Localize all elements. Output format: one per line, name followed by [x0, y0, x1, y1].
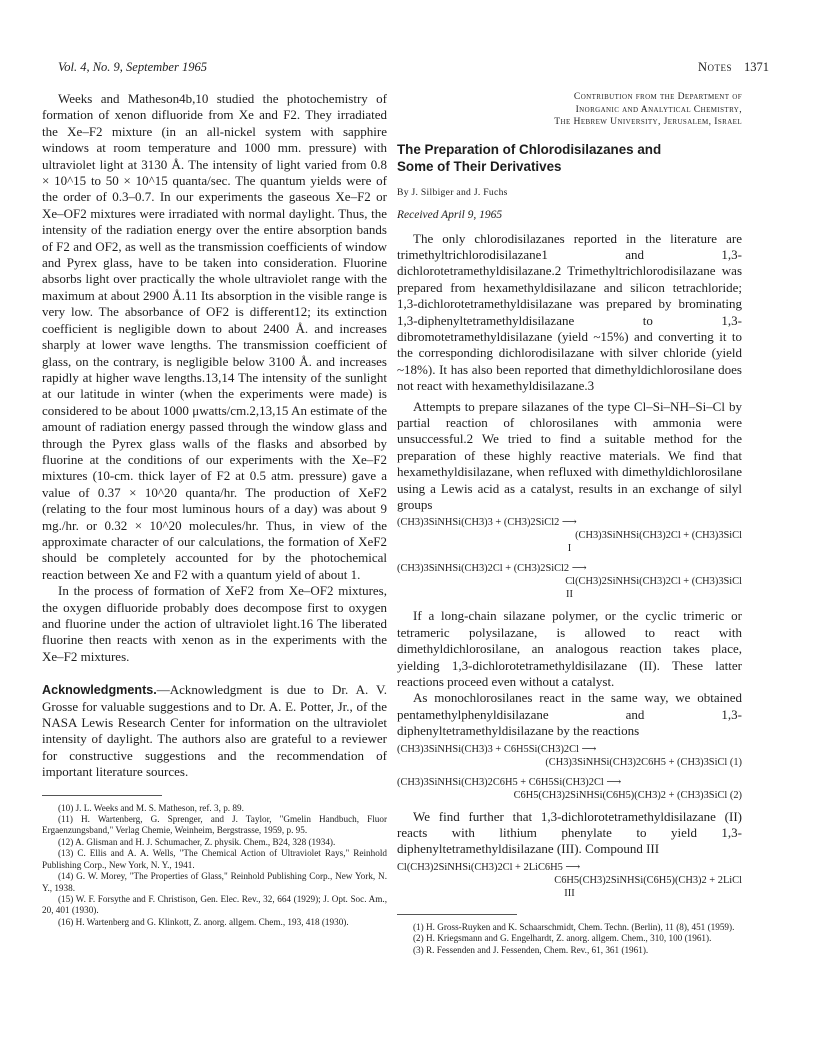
equation-line: (CH3)3SiNHSi(CH3)2C6H5 + C6H5Si(CH3)2Cl ⟶ [397, 776, 622, 788]
equation-line: C6H5(CH3)2SiNHSi(C6H5)(CH3)2 + (CH3)3SiCl (2) [513, 789, 742, 801]
acknowledgments-text: —Acknowledgment is due to Dr. A. V. Grosse for valuable suggestions and to Dr. A. E. Potter, Jr., of the NASA Lewis Research Center for information on the ultraviolet intensity of daylight. The authors also are grateful to a reviewer for constructive suggestions and the recommendation of important literature sources. [42, 682, 387, 780]
equation-line: (CH3)3SiNHSi(CH3)3 + C6H5Si(CH3)2Cl ⟶ [397, 743, 597, 755]
reaction-equation-5 [397, 861, 742, 900]
footnote: (11) H. Wartenberg, G. Sprenger, and J. Taylor, "Gmelin Handbuch, Fluor Ergaenzungsband," Verlag Chemie, Weinheim, Bergstrasse, 1959, p. 95. [42, 814, 387, 836]
received-date: Received April 9, 1965 [397, 208, 503, 221]
author-byline: By J. Silbiger and J. Fuchs [397, 186, 508, 198]
footnote: (14) G. W. Morey, "The Properties of Glass," Reinhold Publishing Corp., New York, N. Y., 1938. [42, 871, 387, 893]
contribution-line: Contribution from the Department of [573, 91, 742, 102]
equation-line: (CH3)3SiNHSi(CH3)2C6H5 + (CH3)3SiCl (1) [545, 756, 742, 768]
acknowledgments-paragraph [42, 682, 387, 780]
contribution-line: The Hebrew University, Jerusalem, Israel [554, 116, 742, 127]
contribution-affiliation [397, 91, 742, 129]
footnote: (13) C. Ellis and A. A. Wells, "The Chemical Action of Ultraviolet Rays," Reinhold Publishing Corp., New York, N. Y., 1941. [42, 848, 387, 870]
equation-line: (CH3)3SiNHSi(CH3)2Cl + (CH3)2SiCl2 ⟶ [397, 563, 587, 575]
page-number: 1371 [744, 60, 769, 74]
footnotes-left [42, 803, 387, 928]
reaction-equation-1 [397, 516, 742, 555]
footnote: (16) H. Wartenberg and G. Klinkott, Z. anorg. allgem. Chem., 193, 418 (1930). [58, 916, 349, 927]
body-paragraph: As monochlorosilanes react in the same way, we obtained pentamethylphenyldisilazane and 1,3-diphenyltetramethyldisilazane by the reactions [397, 690, 742, 739]
body-paragraph: Attempts to prepare silazanes of the type Cl–Si–NH–Si–Cl by partial reaction of chlorosilanes with ammonia were unsuccessful.2 We tried to find a suitable method for the preparation of these highly reactive materials. We find that hexamethyldisilazane, when refluxed with dimethyldichlorosilane using a Lewis acid as a catalyst, results in an exchange of silyl groups [397, 398, 742, 512]
equation-line: (CH3)3SiNHSi(CH3)3 + (CH3)2SiCl2 ⟶ [397, 517, 577, 529]
article-title-line: The Preparation of Chlorodisilazanes and [397, 141, 662, 157]
body-paragraph: We find further that 1,3-dichlorotetramethyldisilazane (II) reacts with lithium phenylate to yield 1,3-diphenyltetramethyldisilazane (III). Compound III [397, 808, 742, 857]
footnote: (1) H. Gross-Ruyken and K. Schaarschmidt, Chem. Techn. (Berlin), 11 (8), 451 (1959). [413, 921, 735, 932]
footnote: (3) R. Fessenden and J. Fessenden, Chem. Rev., 61, 361 (1961). [413, 944, 649, 955]
article-title-line: Some of Their Derivatives [397, 158, 562, 174]
footnote-divider [397, 914, 517, 915]
reaction-equation-3 [397, 743, 742, 769]
body-paragraph: The only chlorodisilazanes reported in the literature are trimethyltrichlorodisilazane1 and 1,3-dichlorotetramethyldisilazane.2 Trimethyltrichlorodisilazane was prepared from hexamethyldisilazane and silicon tetrachloride; 1,3-dichlorotetramethyldisilazane was prepared by brominating 1,3-diphenyltetramethyldisilazane to 1,3-dibromotetramethyldisilazane (yield ~15%) and converting it to the corresponding dichlorodisilazane with silver chloride (yield ~18%). It has also been reported that dimethyldichlorosilane does not react with hexamethyldisilazane.3 [397, 230, 742, 394]
footnotes-right [397, 922, 742, 956]
compound-label: II [566, 589, 573, 601]
reaction-equation-4 [397, 776, 742, 802]
journal-volume-header: Vol. 4, No. 9, September 1965 [58, 60, 207, 74]
compound-label: I [567, 543, 572, 555]
equation-line: Cl(CH3)2SiNHSi(CH3)2Cl + (CH3)3SiCl [565, 576, 742, 588]
body-paragraph: Weeks and Matheson4b,10 studied the photochemistry of formation of xenon difluoride from Xe and F2. They irradiated the Xe–F2 mixture (in an all-nickel system with sapphire windows at room temperature and 1000 mm. pressure) with ultraviolet light at 3130 Å. The intensity of light varied from 0.8 × 10^15 to 50 × 10^15 quanta/sec. The quantum yields were of the order of 0.3–0.7. In our experiments the gaseous Xe–F2 or Xe–OF2 mixtures were irradiated with normal daylight. Thus, the intensity of the radiation energy over the entire absorption bands of F2 and OF2, as well as the transmission coefficients of window and Pyrex glass, have to be taken into consideration. Fluorine absorbs light over practically the whole ultraviolet range with the maximum at about 2900 Å.11 Its absorption in the visible range is very low. The absorbance of OF2 is different12; its extinction coefficient is negligible down to about 2400 Å. and increases sharply at lower wave lengths. The transmission coefficient of glass, on the contrary, is negligible below 3100 Å. and increases rapidly at higher wave lengths.13,14 The intensity of the sunlight at our latitude in winter (when the experiments were made) is considered to be about 1000 μwatts/cm.2,13,15 An estimate of the amount of radiation energy passed through the window glass and through the Pyrex glass walls of the flasks and absorbed by fluorine at the conditions of our experiments with the Xe–F2 mixtures (10-cm. thick layer of F2 at 0.5 atm. pressure) gave a value of 0.37 × 10^20 quanta/hr. The production of XeF2 (relating to the four most luminous hours of a day) was about 9 mg./hr. or 0.32 × 10^20 molecules/hr. Thus, in view of the approximate character of our calculations, the formation of XeF2 should be completely accounted for by the photochemical reaction between Xe and F2 with a quantum yield of about 1. [42, 91, 387, 582]
equation-line: C6H5(CH3)2SiNHSi(C6H5)(CH3)2 + 2LiCl [554, 874, 742, 886]
article-title [397, 141, 742, 175]
right-column [397, 91, 742, 956]
equation-line: Cl(CH3)2SiNHSi(CH3)2Cl + 2LiC6H5 ⟶ [397, 861, 581, 873]
compound-label: III [564, 887, 575, 899]
footnote-divider [42, 795, 162, 796]
footnote: (10) J. L. Weeks and M. S. Matheson, ref. 3, p. 89. [58, 802, 244, 813]
left-column [42, 91, 387, 928]
page-header-right [698, 60, 769, 75]
contribution-line: Inorganic and Analytical Chemistry, [575, 103, 742, 115]
footnote: (2) H. Kriegsmann and G. Engelhardt, Z. anorg. allgem. Chem., 310, 100 (1961). [413, 933, 712, 944]
reaction-equation-2 [397, 562, 742, 601]
footnote: (12) A. Glisman and H. J. Schumacher, Z. physik. Chem., B24, 328 (1934). [58, 836, 336, 847]
body-paragraph: If a long-chain silazane polymer, or the cyclic trimeric or tetrameric polysilazane, is allowed to react with dimethyldichlorosilane, an analogous reaction takes place, yielding 1,3-dichlorotetramethyldisilazane (II). These latter reactions proceed even without a catalyst. [397, 608, 742, 690]
equation-line: (CH3)3SiNHSi(CH3)2Cl + (CH3)3SiCl [575, 530, 742, 542]
body-paragraph: In the process of formation of XeF2 from Xe–OF2 mixtures, the oxygen difluoride probably does decompose first to oxygen and fluorine under the action of ultraviolet light.16 The liberated fluorine then reacts with xenon as in the experiments with the Xe–F2 mixtures. [42, 583, 387, 664]
footnote: (15) W. F. Forsythe and F. Christison, Gen. Elec. Rev., 32, 664 (1929); J. Opt. Soc. Am., 20, 401 (1930). [42, 893, 387, 916]
section-name: Notes [697, 60, 732, 74]
acknowledgments-heading: Acknowledgments. [42, 683, 157, 698]
